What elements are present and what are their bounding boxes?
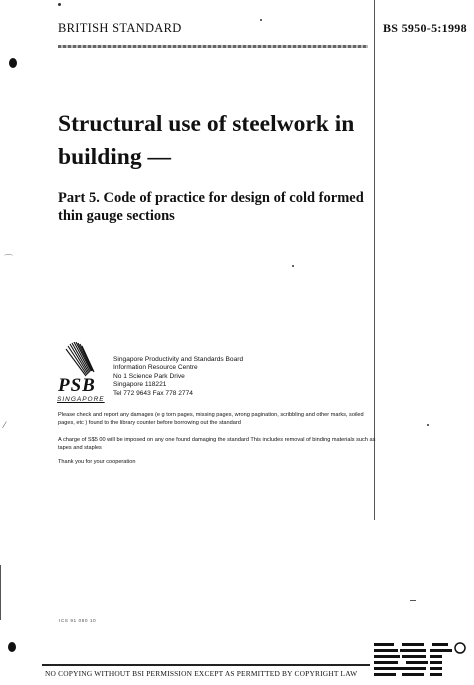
part-title: Part 5. Code of practice for design of cold formed thin gauge sections (58, 190, 364, 224)
scan-edge-line (0, 565, 1, 620)
punch-hole-mark (9, 58, 17, 68)
scan-speck (427, 424, 429, 426)
scan-speck (260, 19, 262, 21)
psb-contact-block (113, 356, 243, 398)
header-label: BRITISH STANDARD (58, 21, 182, 35)
scan-mark: ⁄ (4, 420, 6, 430)
bsi-logo-icon (372, 640, 468, 680)
standard-number: BS 5950-5:1998 (383, 21, 467, 35)
scan-speck (292, 265, 294, 267)
contact-line: Information Resource Centre (113, 364, 198, 372)
ics-code: ICS 91 080 10 (59, 619, 97, 624)
contact-line: Singapore 118221 (113, 381, 167, 389)
contact-line: Tel 772 9643 Fax 778 2774 (113, 389, 193, 397)
psb-logo-subtext: SINGAPORE (57, 396, 105, 403)
scan-speck (58, 3, 61, 6)
copyright-notice: NO COPYING WITHOUT BSI PERMISSION EXCEPT AS PERMITTED BY COPYRIGHT LAW (45, 669, 358, 678)
scan-mark: ⌒ (4, 254, 14, 264)
thank-you-note: Thank you for your cooperation (58, 459, 136, 465)
contact-line: Singapore Productivity and Standards Board (113, 356, 244, 363)
main-title: Structural use of steelwork in building — (58, 111, 355, 170)
punch-hole-mark (8, 642, 16, 652)
footer-rule (42, 664, 370, 666)
psb-logo-text: PSB (58, 375, 96, 396)
psb-logo-icon (58, 342, 102, 378)
scan-mark (410, 600, 416, 601)
contact-line: No 1 Science Park Drive (113, 372, 185, 380)
damage-notice: Please check and report any damages (e g torn pages, missing pages, wrong pagination, scribbling and other marks, soiled pages, etc ) found to the library counter before borrowing out the standard (58, 412, 364, 426)
charge-notice: A charge of S$5 00 will be imposed on any one found damaging the standard This includes removal of binding materials such as tapes and staples (58, 437, 376, 451)
header-rule (58, 45, 368, 48)
